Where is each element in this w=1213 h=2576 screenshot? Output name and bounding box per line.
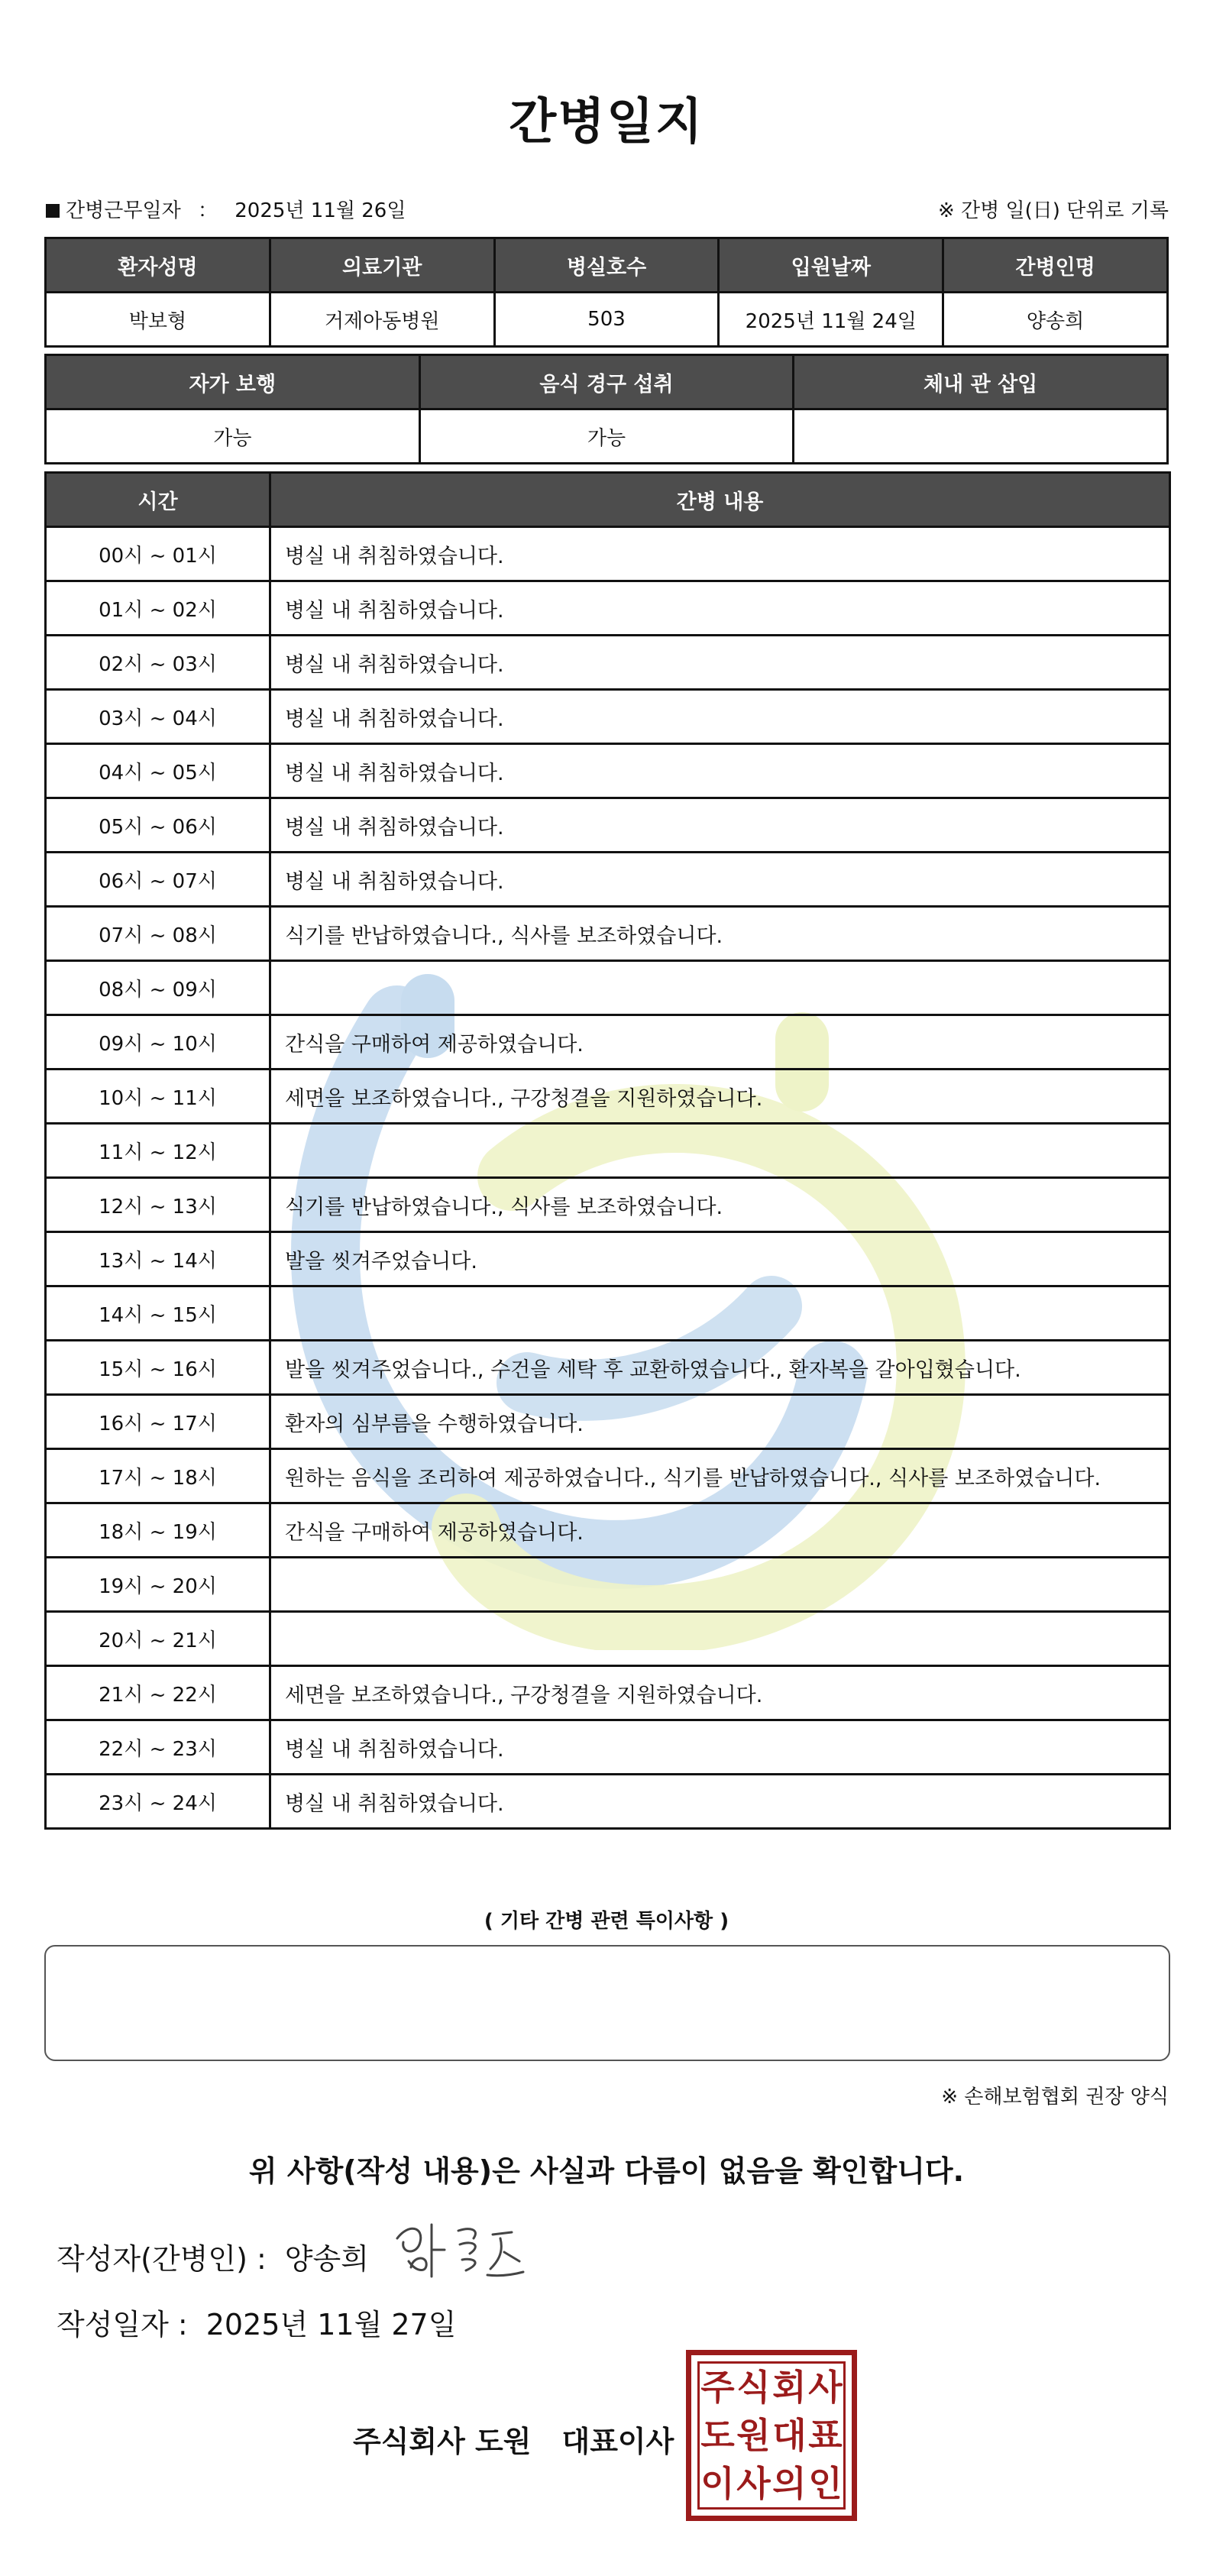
time-slot: 11시 ~ 12시 [46, 1124, 270, 1178]
care-content: 원하는 음식을 조리하여 제공하였습니다., 식기를 반납하였습니다., 식사를 보조하였습니다. [270, 1449, 1170, 1503]
time-slot: 15시 ~ 16시 [46, 1341, 270, 1395]
header-room-number: 병실호수 [494, 238, 719, 293]
care-content [270, 1558, 1170, 1612]
writer-name: 양송희 [284, 2242, 369, 2276]
seal-character: 식 [736, 2367, 771, 2409]
oral-intake-value: 가능 [419, 409, 794, 464]
care-content: 발을 씻겨주었습니다., 수건을 세탁 후 교환하였습니다., 환자복을 갈아입혔습니다. [270, 1341, 1170, 1395]
time-slot: 18시 ~ 19시 [46, 1503, 270, 1558]
table-row [46, 744, 1170, 798]
seal-grid [697, 2361, 846, 2510]
company-line [353, 2418, 674, 2460]
care-content: 병실 내 취침하였습니다. [270, 581, 1170, 636]
care-content: 병실 내 취침하였습니다. [270, 636, 1170, 690]
care-content [270, 961, 1170, 1015]
form-source-note: ※ 손해보험협회 권장 양식 [941, 2086, 1169, 2108]
handwritten-signature-icon [390, 2215, 527, 2292]
table-row [46, 907, 1170, 961]
seal-character: 인 [808, 2462, 843, 2504]
care-content [270, 1286, 1170, 1341]
time-slot: 23시 ~ 24시 [46, 1775, 270, 1829]
care-content: 식기를 반납하였습니다., 식사를 보조하였습니다. [270, 1178, 1170, 1232]
care-log-body [46, 527, 1170, 1829]
time-slot: 13시 ~ 14시 [46, 1232, 270, 1286]
table-row [46, 581, 1170, 636]
care-content: 간식을 구매하여 제공하였습니다. [270, 1015, 1170, 1070]
work-date-separator: ： [197, 199, 218, 222]
care-content: 병실 내 취침하였습니다. [270, 690, 1170, 744]
tube-insertion-value [794, 409, 1168, 464]
care-content: 병실 내 취침하였습니다. [270, 1720, 1170, 1775]
care-content: 간식을 구매하여 제공하였습니다. [270, 1503, 1170, 1558]
table-row [46, 1775, 1170, 1829]
time-slot: 19시 ~ 20시 [46, 1558, 270, 1612]
header-care-content: 간병 내용 [270, 473, 1170, 527]
time-slot: 09시 ~ 10시 [46, 1015, 270, 1070]
table-row [46, 1558, 1170, 1612]
time-slot: 17시 ~ 18시 [46, 1449, 270, 1503]
care-content: 식기를 반납하였습니다., 식사를 보조하였습니다. [270, 907, 1170, 961]
header-self-walking: 자가 보행 [46, 355, 420, 409]
time-slot: 16시 ~ 17시 [46, 1395, 270, 1449]
time-slot: 10시 ~ 11시 [46, 1070, 270, 1124]
table-row [46, 636, 1170, 690]
seal-character: 의 [772, 2462, 807, 2504]
care-content: 세면을 보조하였습니다., 구강청결을 지원하였습니다. [270, 1070, 1170, 1124]
care-log-table [44, 471, 1171, 1830]
time-slot: 01시 ~ 02시 [46, 581, 270, 636]
work-date-value: 2025년 11월 26일 [235, 199, 406, 222]
work-date [46, 195, 406, 223]
page-title: 간병일지 [509, 94, 704, 150]
company-seal-icon [686, 2350, 857, 2521]
seal-character: 사 [808, 2367, 843, 2409]
representative-title: 대표이사 [561, 2425, 674, 2458]
table-row [46, 1232, 1170, 1286]
special-notes-box [44, 1945, 1170, 2061]
hospital-name: 거제아동병원 [270, 293, 494, 347]
care-content [270, 1612, 1170, 1666]
unit-note: ※ 간병 일(日) 단위로 기록 [937, 199, 1169, 222]
confirmation-statement: 위 사항(작성 내용)은 사실과 다름이 없음을 확인합니다. [248, 2154, 965, 2188]
table-row [46, 1395, 1170, 1449]
square-bullet-icon [46, 204, 60, 218]
table-row [46, 1720, 1170, 1775]
seal-character: 회 [772, 2367, 807, 2409]
seal-character: 대 [772, 2414, 807, 2456]
time-slot: 02시 ~ 03시 [46, 636, 270, 690]
header-caregiver-name: 간병인명 [943, 238, 1168, 293]
time-slot: 12시 ~ 13시 [46, 1178, 270, 1232]
care-content: 환자의 심부름을 수행하였습니다. [270, 1395, 1170, 1449]
status-info-table [44, 354, 1169, 464]
writer-label: 작성자(간병인) : [57, 2242, 267, 2276]
header-patient-name: 환자성명 [46, 238, 270, 293]
time-slot: 06시 ~ 07시 [46, 853, 270, 907]
header-time: 시간 [46, 473, 270, 527]
room-number: 503 [494, 293, 719, 347]
written-date-line [57, 2301, 456, 2343]
special-notes-label: ( 기타 간병 관련 특이사항 ) [484, 1910, 729, 1933]
table-row [46, 1015, 1170, 1070]
patient-info-header-row [46, 238, 1168, 293]
time-slot: 05시 ~ 06시 [46, 798, 270, 853]
work-date-label: 간병근무일자 [66, 199, 181, 222]
table-row [46, 527, 1170, 581]
time-slot: 04시 ~ 05시 [46, 744, 270, 798]
header-admission-date: 입원날짜 [719, 238, 943, 293]
time-slot: 20시 ~ 21시 [46, 1612, 270, 1666]
table-row [46, 1178, 1170, 1232]
table-row [46, 853, 1170, 907]
table-row [46, 1341, 1170, 1395]
care-content: 병실 내 취침하였습니다. [270, 853, 1170, 907]
self-walking-value: 가능 [46, 409, 420, 464]
header-oral-intake: 음식 경구 섭취 [419, 355, 794, 409]
caregiver-name: 양송희 [943, 293, 1168, 347]
seal-character: 도 [700, 2414, 735, 2456]
care-content [270, 1124, 1170, 1178]
seal-character: 표 [808, 2414, 843, 2456]
header-tube-insertion: 체내 관 삽입 [794, 355, 1168, 409]
patient-info-value-row [46, 293, 1168, 347]
time-slot: 00시 ~ 01시 [46, 527, 270, 581]
care-content: 병실 내 취침하였습니다. [270, 798, 1170, 853]
table-row [46, 1503, 1170, 1558]
admission-date: 2025년 11월 24일 [719, 293, 943, 347]
seal-character: 원 [736, 2414, 771, 2456]
care-content: 병실 내 취침하였습니다. [270, 527, 1170, 581]
table-row [46, 690, 1170, 744]
table-row [46, 1070, 1170, 1124]
status-info-value-row [46, 409, 1168, 464]
patient-info-table [44, 237, 1169, 348]
table-row [46, 798, 1170, 853]
seal-character: 주 [700, 2367, 735, 2409]
written-date-label: 작성일자 : [57, 2308, 188, 2341]
time-slot: 07시 ~ 08시 [46, 907, 270, 961]
table-row [46, 1666, 1170, 1720]
seal-character: 이 [700, 2462, 735, 2504]
table-row [46, 1612, 1170, 1666]
seal-character: 사 [736, 2462, 771, 2504]
care-log-header-row [46, 473, 1170, 527]
table-row [46, 1449, 1170, 1503]
writer-line [57, 2235, 369, 2277]
care-content: 세면을 보조하였습니다., 구강청결을 지원하였습니다. [270, 1666, 1170, 1720]
time-slot: 22시 ~ 23시 [46, 1720, 270, 1775]
table-row [46, 961, 1170, 1015]
time-slot: 21시 ~ 22시 [46, 1666, 270, 1720]
time-slot: 08시 ~ 09시 [46, 961, 270, 1015]
status-info-header-row [46, 355, 1168, 409]
company-name: 주식회사 도원 [353, 2425, 532, 2458]
care-content: 병실 내 취침하였습니다. [270, 744, 1170, 798]
care-content: 발을 씻겨주었습니다. [270, 1232, 1170, 1286]
patient-name: 박보형 [46, 293, 270, 347]
written-date-value: 2025년 11월 27일 [205, 2308, 457, 2341]
care-content: 병실 내 취침하였습니다. [270, 1775, 1170, 1829]
header-hospital: 의료기관 [270, 238, 494, 293]
table-row [46, 1124, 1170, 1178]
table-row [46, 1286, 1170, 1341]
time-slot: 14시 ~ 15시 [46, 1286, 270, 1341]
time-slot: 03시 ~ 04시 [46, 690, 270, 744]
